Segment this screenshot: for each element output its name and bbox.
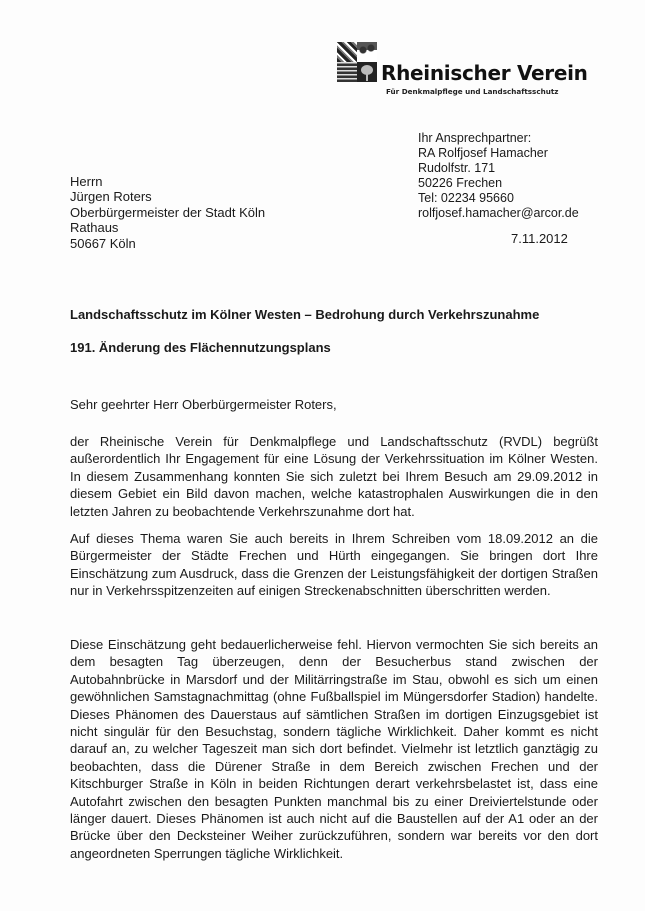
contact-phone: Tel: 02234 95660: [418, 191, 514, 205]
letterhead-logo: [337, 42, 588, 100]
recipient-address: [70, 174, 265, 251]
recipient-city: 50667 Köln: [70, 235, 136, 251]
body-paragraph: der Rheinische Verein für Denkmalpflege und Landschaftsschutz (RVDL) begrüßt außerordentlich Ihr Engagement für eine Lösung der Verkehrssituation im Kölner Westen. In diesem Zusammenhang konnten Sie sich zuletzt bei Ihrem Besuch am 29.09.2012 in diesem Gebiet ein Bild davon machen, welche katastrophalen Auswirkungen die in den letzten Jahren zu beobachtende Verkehrszunahme dort hat.: [70, 434, 598, 519]
organization-name: Rheinischer Verein: [381, 61, 588, 85]
contact-street: Rudolfstr. 171: [418, 161, 496, 175]
recipient-name: Jürgen Roters: [70, 189, 152, 205]
subject-line-2: 191. Änderung des Flächennutzungsplans: [70, 340, 331, 355]
recipient-salutation-line: Herrn: [70, 174, 103, 189]
body-paragraph: Auf dieses Thema waren Sie auch bereits in Ihrem Schreiben vom 18.09.2012 an die Bürgermeister der Städte Frechen und Hürth eingegangen. Sie bringen dort Ihre Einschätzung zum Ausdruck, dass die Grenzen der Leistungsfähigkeit der dortigen Straßen nur in Verkehrsspitzenzeiten auf einigen Streckenabschnitten überschritten werden.: [70, 531, 598, 599]
contact-city: 50226 Frechen: [418, 176, 503, 190]
contact-name: RA Rolfjosef Hamacher: [418, 146, 548, 160]
recipient-title: Oberbürgermeister der Stadt Köln: [70, 204, 266, 220]
recipient-building: Rathaus: [70, 220, 119, 236]
contact-email: rolfjosef.hamacher@arcor.de: [418, 206, 579, 220]
salutation: Sehr geehrter Herr Oberbürgermeister Roters,: [70, 397, 337, 412]
rvdl-logo-icon: [337, 42, 377, 82]
letter-date: 7.11.2012: [511, 231, 568, 246]
subject-line-1: Landschaftsschutz im Kölner Westen – Bedrohung durch Verkehrszunahme: [70, 307, 540, 322]
organization-subtitle: Für Denkmalpflege und Landschaftsschutz: [386, 87, 559, 96]
contact-label: Ihr Ansprechpartner:: [418, 131, 532, 145]
contact-block: [418, 131, 579, 221]
body-paragraph: Diese Einschätzung geht bedauerlicherweise fehl. Hiervon vermochten Sie sich bereits an dem besagten Tag überzeugen, denn der Besucherbus stand zwischen der Autobahnbrücke in Marsdorf und der Militärringstraße im Stau, obwohl es sich um einen gewöhnlichen Samstagnachmittag (ohne Fußballspiel im Müngersdorfer Stadion) handelte. Dieses Phänomen des Dauerstaus auf sämtlichen Straßen im dortigen Einzugsgebiet ist nicht singulär für den Besuchstag, sondern tägliche Wirklichkeit. Daher kommt es nicht darauf an, zu welcher Tageszeit man sich dort befindet. Vielmehr ist letztlich ganztägig zu beobachten, dass die Dürener Straße in dem Bereich zwischen Frechen und der Kitschburger Straße in Köln in beiden Richtungen derart verkehrsbelastet ist, dass eine Autofahrt zwischen den besagten Punkten manchmal bis zu einer Dreiviertelstunde oder länger dauert. Dieses Phänomen ist auch nicht auf die Baustellen auf der A1 oder an der Brücke über den Decksteiner Weiher zurückzuführen, sondern war bereits vor den dort angeordneten Sperrungen tägliche Wirklichkeit.: [70, 637, 598, 861]
